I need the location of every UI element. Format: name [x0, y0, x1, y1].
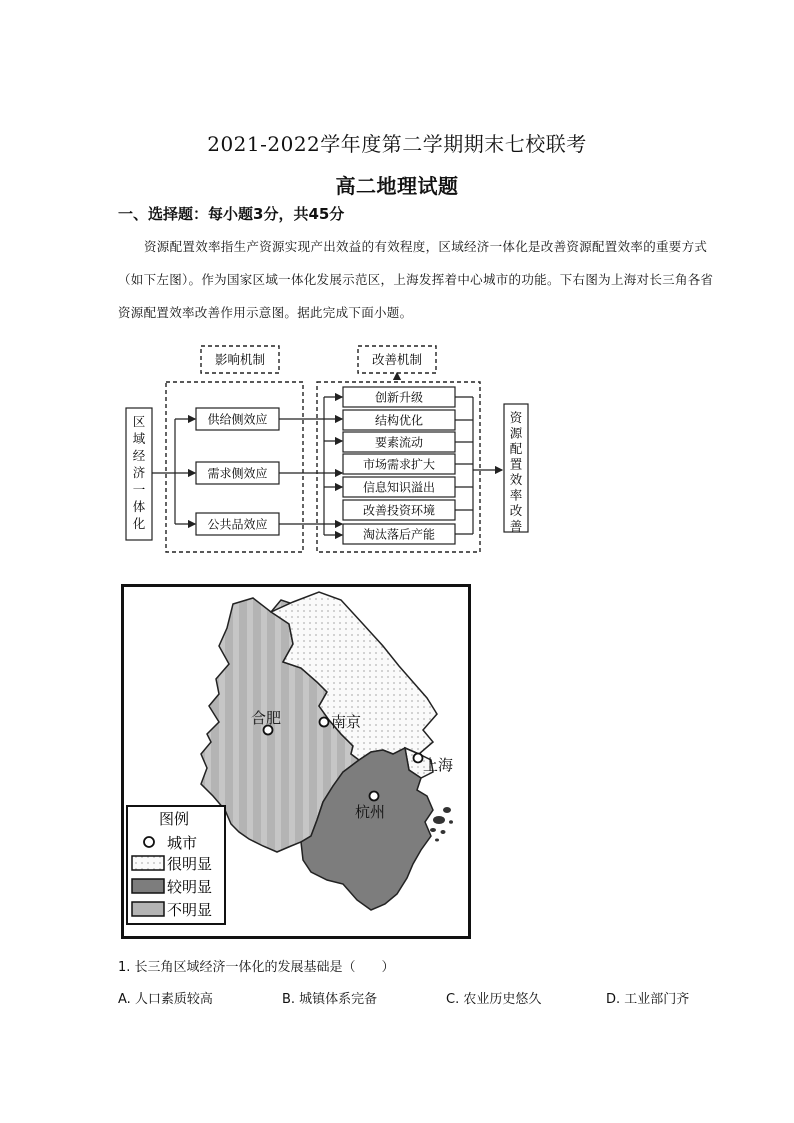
legend-very: 很明显: [167, 855, 213, 873]
option-b: B. 城镇体系完备: [282, 992, 378, 1007]
efficiency-improve-label: 资源配置效率改善: [509, 410, 523, 534]
mechanism-diagram: [118, 340, 538, 555]
supply-effect: 供给侧效应: [207, 412, 268, 427]
mechanism-structure: 结构优化: [374, 413, 424, 428]
mechanism-innovation: 创新升级: [374, 390, 424, 405]
legend-fairly-swatch: [132, 879, 164, 893]
nanjing-city-marker: [320, 718, 329, 727]
mechanism-eliminate-capacity: 淘汰落后产能: [362, 527, 436, 542]
public-goods-effect: 公共品效应: [207, 517, 268, 532]
hangzhou-city-marker: [370, 792, 379, 801]
passage-text: 资源配置效率指生产资源实现产出效益的有效程度，区域经济一体化是改善资源配置效率的重要方式（如下左图）。作为国家区域一体化发展示范区，上海发挥着中心城市的功能。下右图为上海对长三角各省资源配置效率改善作用示意图。据此完成下面小题。: [118, 239, 714, 320]
hefei-label: 合肥: [251, 709, 282, 727]
section-heading: 一、选择题：每小题3分，共45分: [118, 205, 345, 223]
legend-not-swatch: [132, 902, 164, 916]
legend-not: 不明显: [167, 901, 213, 919]
shanghai-city-marker: [414, 754, 423, 763]
hangzhou-label: 杭州: [355, 803, 386, 821]
yangtze-delta-map: [121, 584, 471, 939]
mechanism-investment-env: 改善投资环境: [362, 503, 436, 518]
legend-city-symbol: [144, 837, 154, 847]
question-stem: 1. 长三角区域经济一体化的发展基础是（ ）: [118, 960, 395, 975]
option-c: C. 农业历史悠久: [446, 992, 542, 1007]
legend-very-swatch: [132, 856, 164, 870]
legend-fairly: 较明显: [167, 878, 213, 896]
legend-city: 城市: [167, 834, 198, 852]
nanjing-label: 南京: [331, 713, 362, 731]
shanghai-label: 上海: [423, 756, 454, 774]
mechanism-market-demand: 市场需求扩大: [362, 457, 436, 472]
exam-subtitle: 高二地理试题: [335, 174, 459, 198]
improve-label: 改善机制: [371, 352, 423, 367]
mechanism-factor-flow: 要素流动: [374, 435, 424, 450]
exam-title: 2021-2022学年度第二学期期末七校联考: [207, 132, 587, 156]
option-d: D. 工业部门齐: [606, 992, 690, 1007]
legend-title: 图例: [159, 810, 190, 828]
influence-label: 影响机制: [214, 352, 266, 367]
mechanism-list: [343, 387, 455, 544]
map-legend: [127, 806, 225, 924]
option-a: A. 人口素质较高: [118, 992, 213, 1007]
demand-effect: 需求侧效应: [207, 466, 268, 481]
mechanism-knowledge-spillover: 信息知识溢出: [362, 480, 436, 495]
regional-integration-label: 区域经济一体化: [132, 414, 146, 531]
